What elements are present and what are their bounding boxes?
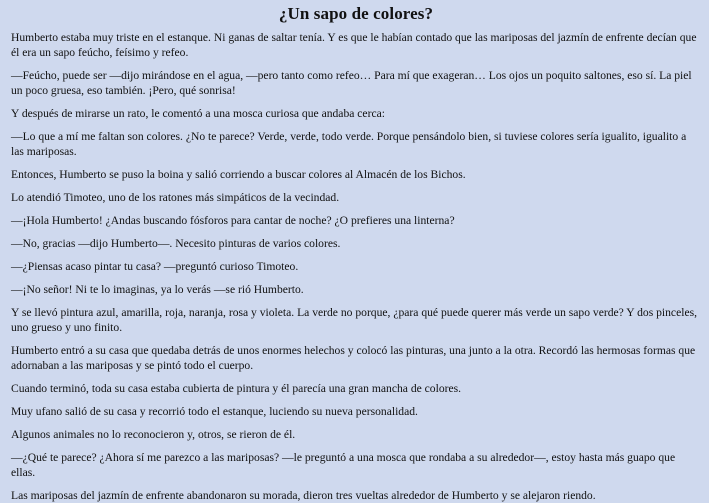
paragraph: Humberto entró a su casa que quedaba detrás de unos enormes helechos y colocó las pinturas, una junto a la otra. Recordó las hermosas formas que adornaban a las mariposas y se pintó todo el cuerpo. xyxy=(11,344,696,372)
paragraph: —¡No señor! Ni te lo imaginas, ya lo verás —se rió Humberto. xyxy=(11,283,304,296)
paragraph: Algunos animales no lo reconocieron y, otros, se rieron de él. xyxy=(11,428,296,441)
paragraph: —No, gracias —dijo Humberto—. Necesito pinturas de varios colores. xyxy=(11,237,341,250)
paragraph: Y se llevó pintura azul, amarilla, roja, naranja, rosa y violeta. La verde no porque, ¿para qué puede querer más verde un sapo verde? Y dos pinceles, uno grueso y uno finito. xyxy=(11,306,698,334)
paragraph: —¿Qué te parece? ¿Ahora sí me parezco a las mariposas? —le preguntó a una mosca que rondaba a su alrededor—, estoy hasta más guapo que ellas. xyxy=(11,451,676,479)
paragraph: Y después de mirarse un rato, le comentó a una mosca curiosa que andaba cerca: xyxy=(11,107,385,120)
paragraph: Entonces, Humberto se puso la boina y salió corriendo a buscar colores al Almacén de los Bichos. xyxy=(11,168,466,181)
paragraph: Cuando terminó, toda su casa estaba cubierta de pintura y él parecía una gran mancha de colores. xyxy=(11,382,462,395)
paragraph: Lo atendió Timoteo, uno de los ratones más simpáticos de la vecindad. xyxy=(11,191,340,204)
story-title: ¿Un sapo de colores? xyxy=(278,4,434,23)
paragraph: —Feúcho, puede ser —dijo mirándose en el agua, —pero tanto como refeo… Para mí que exageran… Los ojos un poquito saltones, eso sí. La piel un poco gruesa, eso también. ¡Pero, qué sonrisa! xyxy=(11,69,692,97)
paragraph: —¡Hola Humberto! ¿Andas buscando fósforos para cantar de noche? ¿O prefieres una linterna? xyxy=(11,214,455,227)
paragraph: Humberto estaba muy triste en el estanque. Ni ganas de saltar tenía. Y es que le habían contado que las mariposas del jazmín de enfrente decían que él era un sapo feúcho, feísimo y refeo. xyxy=(11,31,697,59)
story-body xyxy=(11,30,701,503)
paragraph: —¿Piensas acaso pintar tu casa? —preguntó curioso Timoteo. xyxy=(11,260,299,273)
paragraph: Las mariposas del jazmín de enfrente abandonaron su morada, dieron tres vueltas alrededor de Humberto y se alejaron riendo. xyxy=(11,489,596,502)
paragraph: Muy ufano salió de su casa y recorrió todo el estanque, luciendo su nueva personalidad. xyxy=(11,405,418,418)
paragraph: —Lo que a mí me faltan son colores. ¿No te parece? Verde, verde, todo verde. Porque pensándolo bien, si tuviese colores sería igualito, igualito a las mariposas. xyxy=(11,130,687,158)
